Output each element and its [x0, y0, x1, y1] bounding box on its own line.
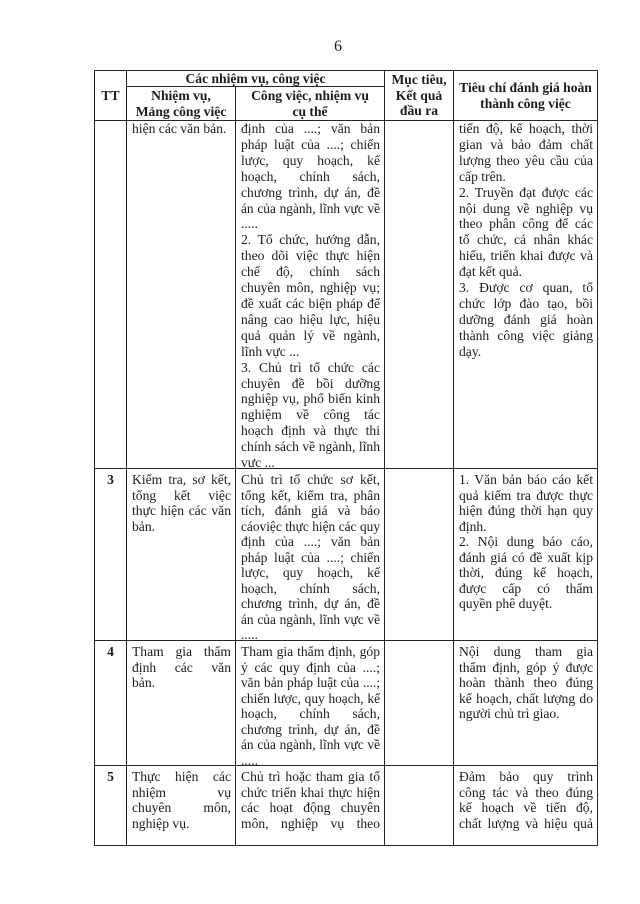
text-line: thực hiện các văn: [132, 503, 231, 518]
row-4-task-area-cell: [126, 640, 236, 766]
text-line: nghiệp vụ.: [132, 815, 190, 831]
text-line: 3. Được cơ quan, tổ: [459, 280, 593, 296]
text-line: Chủ trì hoặc tham gia tổ: [241, 769, 380, 784]
text-line: chế độ, chính sách: [241, 264, 380, 280]
text-line: chuyên môn, nghiệp vụ;: [241, 280, 380, 296]
text-line: hoàn thành theo đúng: [459, 675, 593, 690]
text-line: chuyên môn,: [132, 800, 231, 815]
text-line: hiện các văn bản.: [132, 121, 227, 136]
text-line: .....: [241, 216, 258, 232]
text-line: cấp trên.: [459, 168, 506, 184]
text-line: 2. Truyền đạt được các: [459, 184, 593, 200]
text-line: chức triển khai thực hiện: [241, 784, 380, 800]
row-3-criteria-cell: [453, 468, 598, 641]
text-line: nhiệm vụ: [132, 784, 231, 800]
text-line: văn bản pháp luật của ....;: [241, 675, 380, 690]
text-line: theo phân công để các: [459, 216, 593, 232]
text-line: .....: [241, 627, 258, 642]
text-line: tổng kết, kiểm tra, phân: [241, 487, 380, 503]
text-line: hoạch, chính sách,: [241, 706, 380, 721]
row-1-task-detail-cell: [235, 120, 385, 469]
row-3-tt-cell: 3: [94, 468, 127, 641]
text-line: chương trình, dự án, đề: [241, 184, 380, 200]
row-3-task-area-cell: [126, 468, 236, 641]
text-line: Tham gia thẩm định, góp: [241, 644, 380, 659]
text-line: định của ....; văn bản: [241, 534, 380, 549]
text-line: nghiệm về công tác: [241, 407, 380, 423]
text-line: tổ chức, cá nhân khác: [459, 232, 593, 248]
text-line: kế hoạch về tiến độ,: [459, 800, 593, 815]
text-line: 3. Chủ trì tổ chức các: [241, 359, 380, 375]
text-line: chính sách về ngành, lĩnh: [241, 439, 380, 455]
header-task-area-line: Nhiệm vụ,: [151, 88, 211, 103]
text-line: chất lượng và hiệu quả: [459, 815, 593, 831]
header-tt: TT: [101, 87, 120, 103]
text-line: chương trình, dự án, đề: [241, 721, 380, 737]
text-line: án của ngành, lĩnh vực về: [241, 200, 380, 216]
header-criteria-cell: [453, 70, 598, 121]
text-line: kế hoạch, chất lượng do: [459, 690, 593, 706]
row-1-objective-cell: [384, 120, 454, 469]
header-tasks-group: Các nhiệm vụ, công việc: [185, 71, 326, 86]
text-line: tổng kết việc: [132, 487, 231, 503]
text-line: môn, nghiệp vụ theo: [241, 815, 380, 831]
text-line: hiện đúng thời hạn quy: [459, 503, 593, 518]
header-task-area-line: Mảng công việc: [135, 103, 227, 119]
header-objective-cell: [384, 70, 454, 121]
text-line: lĩnh vực ...: [241, 343, 300, 359]
text-line: lược, quy hoạch, kế: [241, 152, 380, 168]
text-line: hoạch, chính sách,: [241, 580, 380, 596]
row-5-criteria-cell: [453, 765, 598, 846]
text-line: hoạch, chính sách,: [241, 168, 380, 184]
header-tasks-group-cell: [126, 70, 385, 87]
text-line: hiểu, triển khai được và: [459, 248, 593, 264]
text-line: 2. Nội dung báo cáo,: [459, 534, 593, 549]
text-line: thẩm định, góp ý được: [459, 659, 593, 675]
text-line: ý các quy định của ....;: [241, 659, 380, 675]
text-line: thành công việc giảng: [459, 327, 593, 343]
text-line: vực ...: [241, 455, 275, 471]
text-line: pháp luật của ....; chiến: [241, 136, 380, 152]
text-line: hoạch định và thực thi: [241, 423, 380, 439]
row-5-task-area-cell: [126, 765, 236, 846]
header-task-detail-cell: [235, 86, 385, 121]
text-line: định.: [459, 518, 487, 534]
header-task-area-cell: [126, 86, 236, 121]
header-objective-line: Kết quả: [395, 87, 443, 103]
text-line: định của ....; văn bản: [241, 121, 380, 136]
text-line: gian và bảo đảm chất: [459, 136, 593, 152]
text-line: đánh giá có đề xuất kịp: [459, 549, 593, 565]
text-line: pháp luật của ....; chiến: [241, 549, 380, 565]
header-criteria-line: Tiêu chí đánh giá hoàn: [459, 80, 592, 95]
text-line: án của ngành, lĩnh vực về: [241, 611, 380, 627]
text-line: lượng theo yêu cầu của: [459, 152, 593, 168]
page-number: 6: [334, 38, 342, 55]
header-criteria-line: thành công việc: [480, 95, 571, 111]
text-line: chuyên đề bồi dưỡng: [241, 375, 380, 391]
text-line: nâng cao hiệu lực, hiệu: [241, 311, 380, 327]
text-line: nghiệp vụ, phổ biến kinh: [241, 391, 380, 407]
row-4-criteria-cell: [453, 640, 598, 766]
row-1-criteria-cell: [453, 120, 598, 469]
text-line: dưỡng đánh giá hoàn: [459, 311, 593, 327]
text-line: bản.: [132, 518, 156, 534]
text-line: bản.: [132, 675, 156, 690]
text-line: định các văn: [132, 659, 231, 675]
row-5-task-detail-cell: [235, 765, 385, 846]
row-5-tt-cell: 5: [94, 765, 127, 846]
text-line: Đảm bảo quy trình: [459, 769, 593, 784]
text-line: .....: [241, 752, 258, 768]
row-4-tt-cell: 4: [94, 640, 127, 766]
text-line: Tham gia thẩm: [132, 644, 231, 659]
header-task-detail-line: Công việc, nhiệm vụ: [251, 88, 369, 103]
text-line: dạy.: [459, 343, 482, 359]
text-line: thời, đúng kế hoạch,: [459, 565, 593, 580]
row-3-objective-cell: [384, 468, 454, 641]
text-line: đạt kết quả.: [459, 264, 523, 280]
text-line: được cấp có thẩm: [459, 580, 593, 596]
text-line: án của ngành, lĩnh vực về: [241, 737, 380, 752]
text-line: nội dung về nghiệp vụ: [459, 200, 593, 216]
text-line: chương trình, dự án, đề: [241, 596, 380, 611]
header-objective-line: Mục tiêu,: [391, 72, 447, 88]
row-1-task-area-cell: [126, 120, 236, 469]
text-line: Kiểm tra, sơ kết,: [132, 472, 231, 487]
text-line: Thực hiện các: [132, 769, 231, 784]
text-line: quyền phê duyệt.: [459, 596, 553, 611]
row-4-task-detail-cell: [235, 640, 385, 766]
row-4-objective-cell: [384, 640, 454, 766]
text-line: 2. Tổ chức, hướng dẫn,: [241, 232, 380, 248]
text-line: người chủ trì giao.: [459, 706, 560, 721]
text-line: chức lớp đào tạo, bồi: [459, 295, 593, 311]
text-line: tích, đánh giá và báo: [241, 503, 380, 518]
header-task-detail-line: cụ thể: [292, 103, 328, 119]
text-line: Chủ trì tổ chức sơ kết,: [241, 472, 380, 487]
text-line: theo dõi việc thực hiện: [241, 248, 380, 264]
text-line: chiến lược, quy hoạch, kế: [241, 690, 380, 706]
text-line: Nội dung tham gia: [459, 644, 593, 659]
row-1-tt-cell: [94, 120, 127, 469]
text-line: cáoviệc thực hiện các quy: [241, 518, 380, 534]
text-line: quả quản lý về ngành,: [241, 327, 380, 343]
text-line: quả kiểm tra được thực: [459, 487, 593, 503]
text-line: tiến độ, kế hoạch, thời: [459, 121, 593, 136]
row-3-task-detail-cell: [235, 468, 385, 641]
header-tt-cell: [94, 70, 127, 121]
text-line: các hoạt động chuyên: [241, 800, 380, 815]
row-5-objective-cell: [384, 765, 454, 846]
text-line: đề xuất các biện pháp để: [241, 295, 380, 311]
header-objective-line: đầu ra: [399, 103, 439, 119]
text-line: công tác và theo đúng: [459, 784, 593, 800]
text-line: lược, quy hoạch, kế: [241, 565, 380, 580]
text-line: 1. Văn bản báo cáo kết: [459, 472, 593, 487]
